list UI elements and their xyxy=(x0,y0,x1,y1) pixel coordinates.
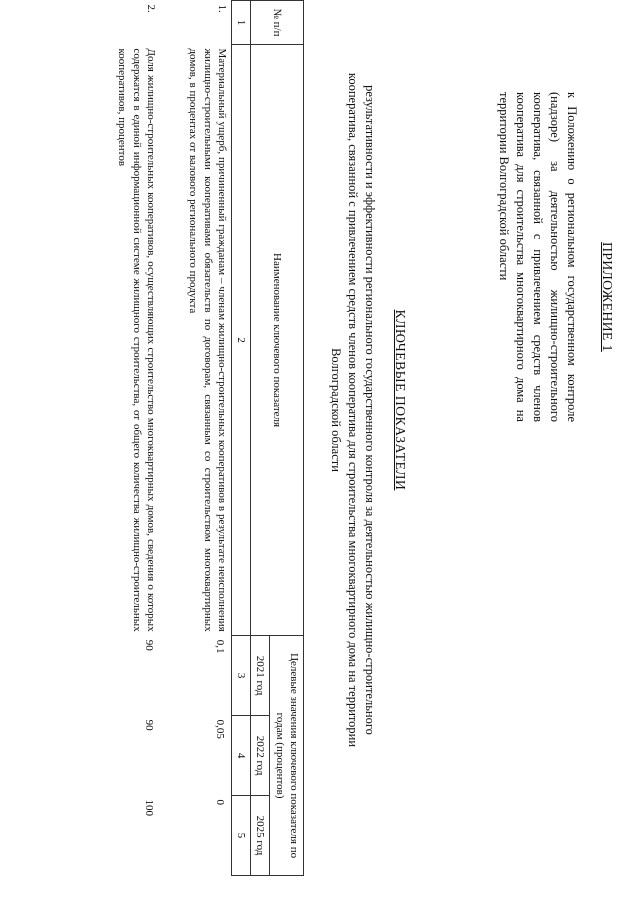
header-targets: Целевые значения ключевого показателя по годам (процентов) xyxy=(270,636,304,876)
appendix-title: ПРИЛОЖЕНИЕ 1 xyxy=(600,242,615,352)
table-row xyxy=(160,1,231,876)
row-value-2025: 0 xyxy=(213,799,226,806)
column-number: 2 xyxy=(231,44,250,635)
key-indicators-table xyxy=(113,0,304,876)
column-number: 3 xyxy=(231,636,250,716)
table-column-numbers-row xyxy=(231,1,250,876)
row-indicator-name: Материальный ущерб, причиненный гражданам – членам жилищно-строительных кооперативов в результате неисполнения жилищно-строительными кооперативами обязательств по договорам, связанным со строительством многоквартирных домов, в процентах от валового регионального продукта xyxy=(187,48,228,632)
column-number: 1 xyxy=(231,1,250,45)
header-name: Наименование ключевого показателя xyxy=(251,44,304,635)
table-header-row xyxy=(270,1,304,876)
document-subheading: результативности и эффективности регионального государственного контроля за деятельностью жилищно-строительного кооператива, связанной с привлечением средств членов кооператива для строительства многоквартирного дома на территории Волгоградской области xyxy=(329,72,377,748)
row-indicator-name: Доля жилищно-строительных кооперативов, осуществляющих строительство многоквартирных домов, сведения о которых содержатся в единой информационной системе жилищного строительства, от общего количества жилищно-строительных кооперативов, процентов xyxy=(116,48,157,632)
row-number: 1. xyxy=(215,4,228,13)
header-2021: 2021 год xyxy=(251,636,270,716)
row-value-2025: 100 xyxy=(142,799,155,817)
header-2025: 2025 год xyxy=(251,796,270,876)
header-num: № п/п xyxy=(251,1,304,45)
row-value-2021: 0,1 xyxy=(213,639,226,654)
appendix-block xyxy=(495,92,616,422)
row-value-2022: 0,05 xyxy=(213,719,226,739)
column-number: 5 xyxy=(231,796,250,876)
document-heading: КЛЮЧЕВЫЕ ПОКАЗАТЕЛИ xyxy=(393,309,408,491)
row-value-2021: 90 xyxy=(142,639,155,651)
header-2022: 2022 год xyxy=(251,716,270,796)
table-row xyxy=(113,1,160,876)
appendix-text: к Положению о региональном государственном контроле (надзоре) за деятельностью жилищно-строительного кооператива, связанной с привлечением средств членов кооператива для строительства многоквартирного дома на территории Волгоградской области xyxy=(497,92,579,422)
column-number: 4 xyxy=(231,716,250,796)
row-number: 2. xyxy=(144,4,157,13)
row-value-2022: 90 xyxy=(142,719,155,731)
